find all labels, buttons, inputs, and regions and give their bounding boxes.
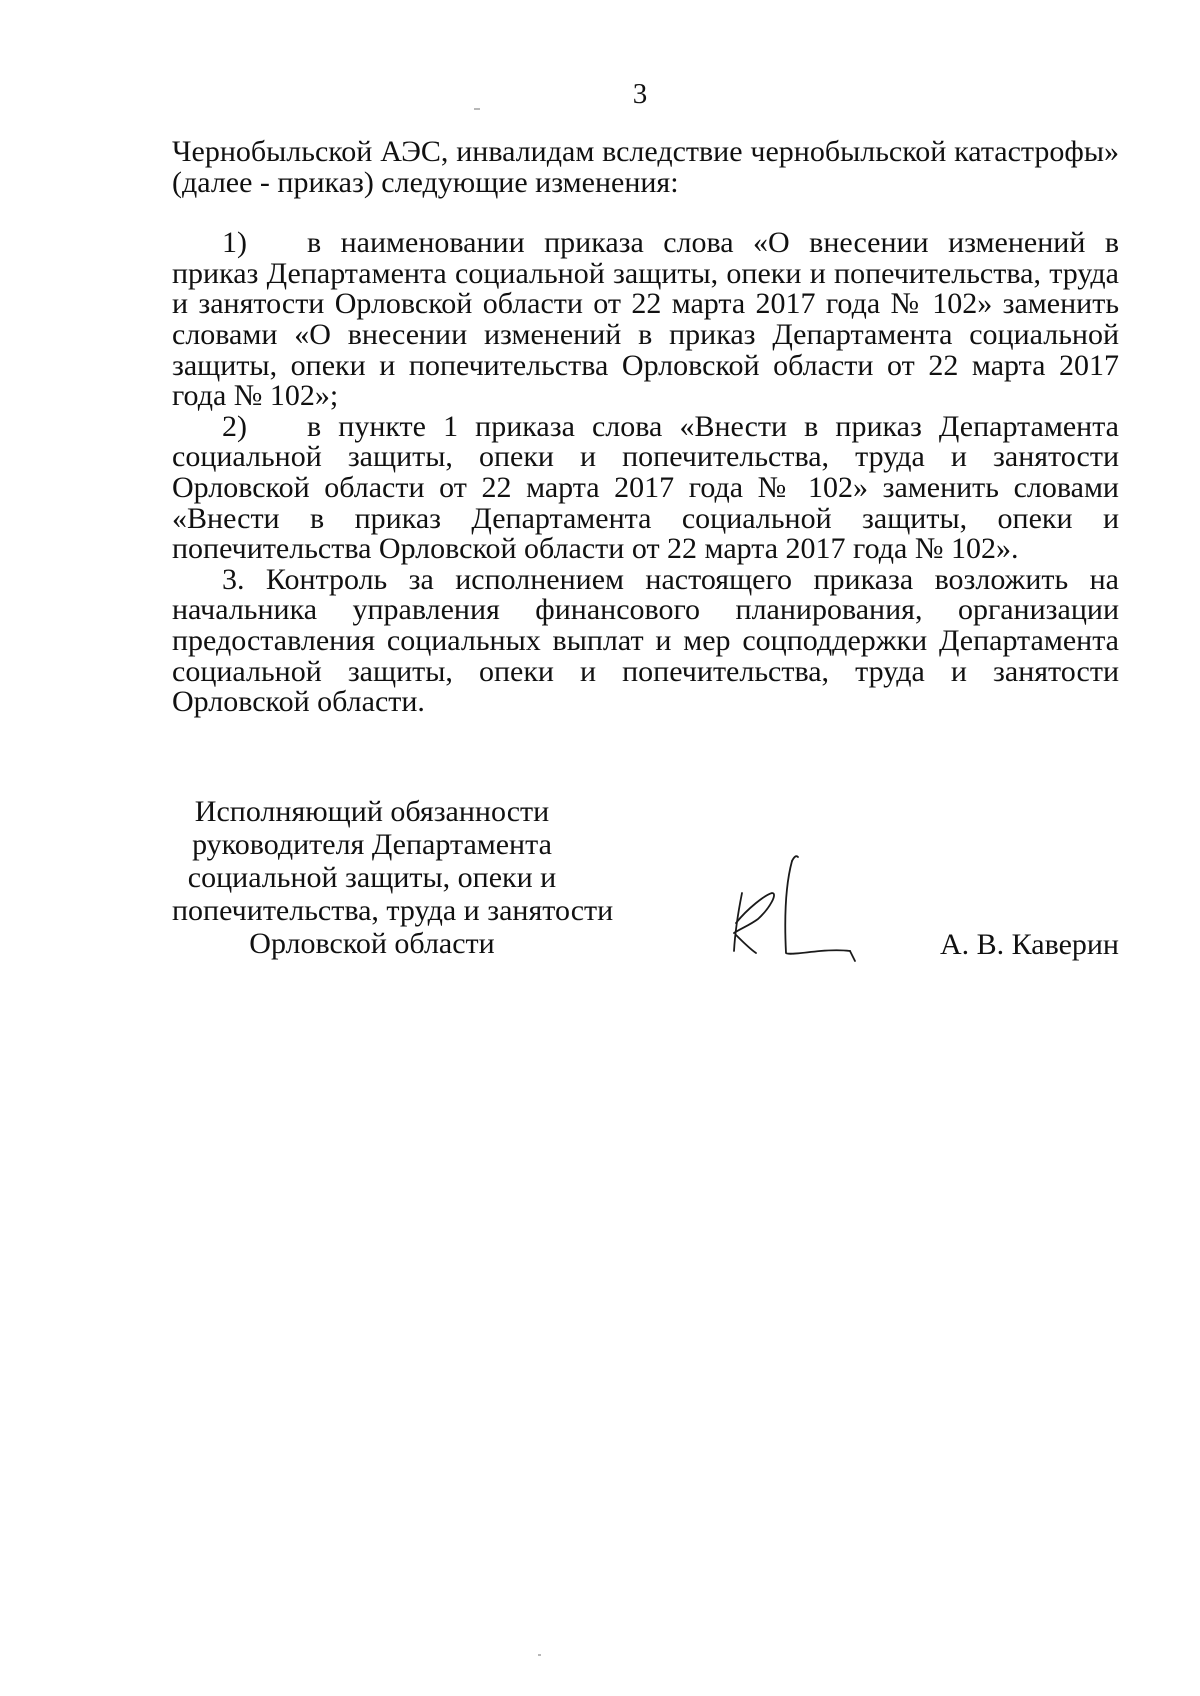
signature-block — [172, 795, 1119, 995]
list-item-text: в наименовании приказа слова «О внесении изменений в приказ Департамента социальной защиты, опеки и попечительства, труда и занятости Орловской области от 22 марта 2017 года № 102» заменить словами «О внесении изменений в приказ Департамента социальной защиты, опеки и попечительства Орловской области от 22 марта 2017 года № 102»; — [172, 226, 1119, 413]
signatory-title-line: Исполняющий обязанности — [194, 795, 550, 828]
page-number: 3 — [632, 78, 648, 110]
scan-speck — [474, 108, 480, 110]
point-3-paragraph: 3. Контроль за исполнением настоящего приказа возложить на начальника управления финансового планирования, организации предоставления социальных выплат и мер соцподдержки Департамента социальной защиты, опеки и попечительства, труда и занятости Орловской области. — [172, 562, 1119, 719]
list-item-number: 2) — [222, 409, 247, 443]
list-item-text: в пункте 1 приказа слова «Внести в приказ Департамента социальной защиты, опеки и попечительства, труда и занятости Орловской области от 22 марта 2017 года № 102» заменить словами «Внести в приказ Департамента социальной защиты, опеки и попечительства Орловской области от 22 марта 2017 года № 102». — [172, 409, 1119, 566]
handwritten-signature — [720, 853, 870, 963]
intro-paragraph: Чернобыльской АЭС, инвалидам вследствие чернобыльской катастрофы» (далее - приказ) следующие изменения: — [172, 135, 1119, 199]
signatory-title-line: социальной защиты, опеки и — [187, 861, 557, 894]
list-item — [172, 228, 1119, 412]
signatory-name: А. В. Каверин — [939, 928, 1119, 961]
signatory-title-line: попечительства, труда и занятости — [172, 894, 614, 927]
signatory-title — [172, 795, 614, 960]
list-item-number: 1) — [222, 226, 247, 260]
signatory-title-line: руководителя Департамента — [192, 828, 552, 861]
document-body — [172, 137, 1119, 718]
scan-speck — [538, 1654, 541, 1656]
list-item — [172, 409, 1119, 566]
signatory-title-line: Орловской области — [249, 927, 495, 960]
